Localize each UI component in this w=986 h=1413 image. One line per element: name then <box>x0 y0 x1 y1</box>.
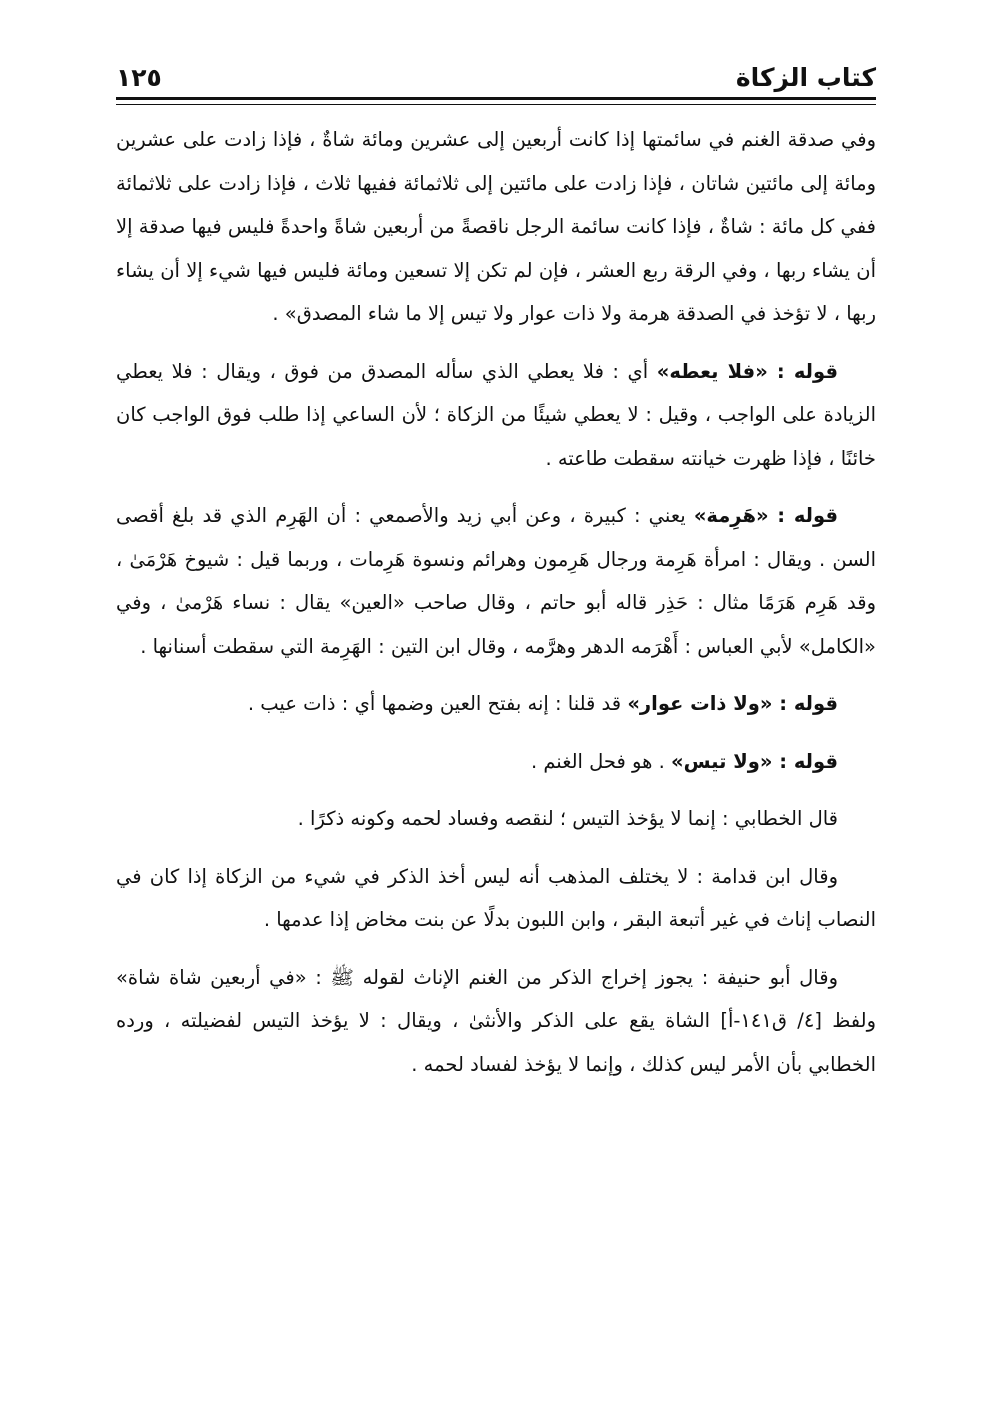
page-number: ١٢٥ <box>116 63 162 92</box>
paragraph-text: . هو فحل الغنم . <box>530 749 671 773</box>
header-rule-thin <box>116 104 876 105</box>
running-header <box>116 50 876 92</box>
paragraph-commentary <box>116 797 876 841</box>
header-rule-thick <box>116 97 876 100</box>
body-text <box>116 118 876 1100</box>
book-title: كتاب الزكاة <box>735 63 876 92</box>
paragraph-commentary <box>116 956 876 1087</box>
paragraph-text: وفي صدقة الغنم في سائمتها إذا كانت أربعين إلى عشرين ومائة شاةٌ ، فإذا زادت على عشرين ومائة إلى مائتين شاتان ، فإذا زادت على مائتين إلى ثلاثمائة ففيها ثلاث ، فإذا زادت على ثلاثمائة ففي كل مائة : شاةٌ ، فإذا كانت سائمة الرجل ناقصةً من أربعين شاةً واحدةً فليس فيها صدقة إلا أن يشاء ربها ، وفي الرقة ربع العشر ، فإن لم تكن إلا تسعين ومائة فليس فيها شيء إلا أن يشاء ربها ، لا تؤخذ في الصدقة هرمة ولا ذات عوار ولا تيس إلا ما شاء المصدق» . <box>116 128 876 325</box>
paragraph-commentary <box>116 682 876 726</box>
paragraph-text: وقال أبو حنيفة : يجوز إخراج الذكر من الغنم الإناث لقوله ﷺ : «في أربعين شاة شاة» ولفظ [٤/ ق١٤١-أ] الشاة يقع على الذكر والأنثىٰ ، ويقال : لا يؤخذ التيس لفضيلته ، ورده الخطابي بأن الأمر ليس كذلك ، وإنما لا يؤخذ لفساد لحمه . <box>116 965 876 1076</box>
paragraph-commentary <box>116 494 876 668</box>
paragraph-text: وقال ابن قدامة : لا يختلف المذهب أنه ليس أخذ الذكر في شيء من الزكاة إذا كان في النصاب إناث في غير أتبعة البقر ، وابن اللبون بدلًا عن بنت مخاض إذا عدمها . <box>116 864 876 931</box>
paragraph-commentary <box>116 740 876 784</box>
paragraph-text: قد قلنا : إنه بفتح العين وضمها أي : ذات عيب . <box>247 692 628 715</box>
paragraph-commentary <box>116 855 876 942</box>
paragraph-lead: قوله : «ولا تيس» <box>671 749 838 773</box>
paragraph-commentary <box>116 350 876 481</box>
paragraph-lead: قوله : «ولا ذات عوار» <box>627 692 838 715</box>
paragraph-text: يعني : كبيرة ، وعن أبي زيد والأصمعي : أن الهَرِم الذي قد بلغ أقصى السن . ويقال : امرأة هَرِمة ورجال هَرِمون وهرائم ونسوة هَرِمات ، وربما قيل : شيوخ هَرْمَىٰ ، وقد هَرِم هَرَمًا مثال : حَذِر قاله أبو حاتم ، وقال صاحب «العين» يقال : نساء هَرْمىٰ ، وفي «الكامل» لأبي العباس : أَهْرَمه الدهر وهرَّمه ، وقال ابن التين : الهَرِمة التي سقطت أسنانها . <box>116 504 876 658</box>
paragraph-lead: قوله : «هَرِمة» <box>693 504 838 527</box>
paragraph-hadith-continuation <box>116 118 876 336</box>
paragraph-text: أي : فلا يعطي الذي سأله المصدق من فوق ، ويقال : فلا يعطي الزيادة على الواجب ، وقيل : لا يعطي شيئًا من الزكاة ؛ لأن الساعي إذا طلب فوق الواجب كان خائنًا ، فإذا ظهرت خيانته سقطت طاعته . <box>116 359 876 470</box>
paragraph-text: قال الخطابي : إنما لا يؤخذ التيس ؛ لنقصه وفساد لحمه وكونه ذكرًا . <box>297 807 838 830</box>
paragraph-lead: قوله : «فلا يعطه» <box>656 359 838 383</box>
